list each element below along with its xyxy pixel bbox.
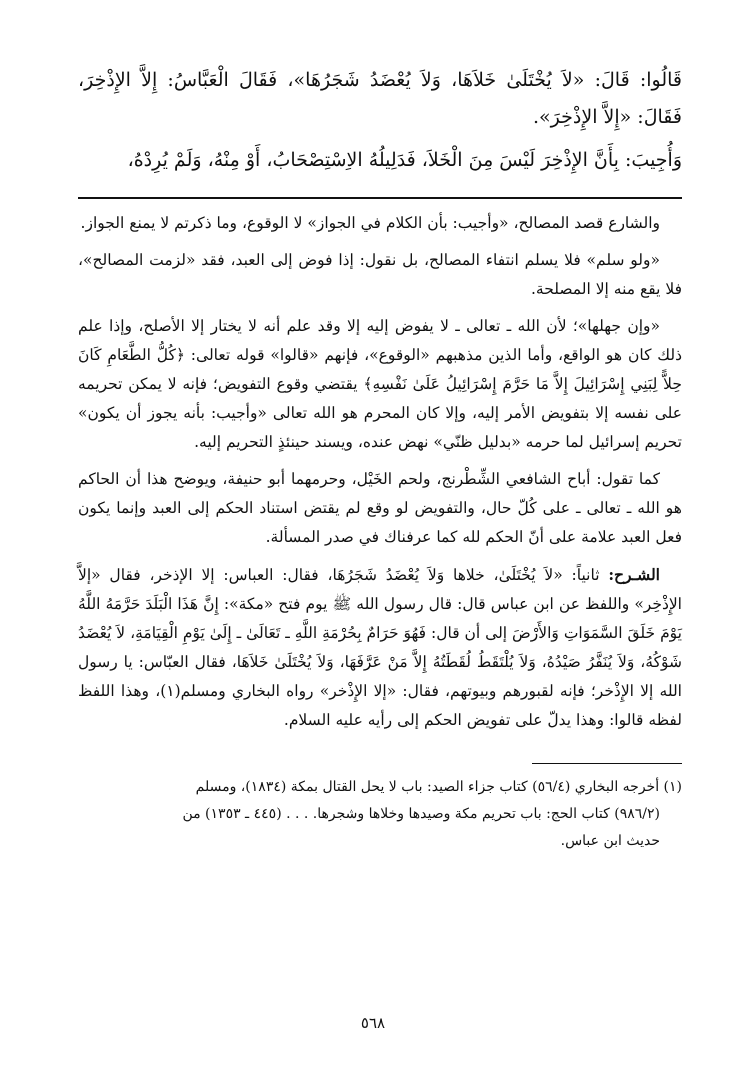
sharh-heading: الشـرح: — [608, 565, 660, 584]
footnote-line: حديث ابن عباس. — [560, 833, 660, 849]
matn-line: قَالُوا: قَالَ: «لاَ يُخْتَلَىٰ خَلاَهَا، وَلاَ يُعْضَدُ شَجَرُهَا»، فَقَالَ الْعَبَّاسُ: إِلاَّ الإِذْخِرَ، فَقَالَ: «إِلاَّ الإِذْخِرَ». — [78, 69, 682, 128]
commentary-paragraph: كما تقول: أباح الشافعي الشِّطْرنج، ولحم الخَيْل، وحرمهما أبو حنيفة، ويوضح هذا أن الحاكم هو الله ـ تعالى ـ على كُلّ حال، والتفويض لو وقع لم يقتض استناد الحكم إلى العبد وإنما يكون فعل العبد علامة على أنّ الحكم لله كما عرفناك في صدر المسألة. — [78, 470, 682, 546]
page-content — [78, 62, 682, 855]
commentary-paragraph: «وإن جهلها»؛ لأن الله ـ تعالى ـ لا يفوض إليه إلا وقد علم أنه لا يختار إلا الأصلح، وإذا علم ذلك كان هو الواقع، وأما الذين مذهبهم «الوقوع»، فإنهم «قالوا» قوله تعالى: ﴿كُلُّ الطَّعَامِ كَانَ حِلاًّ لِبَنِي إِسْرَائِيلَ إِلاَّ مَا حَرَّمَ إِسْرَائِيلُ عَلَىٰ نَفْسِهِ﴾ يقتضي وقوع التفويض؛ فإنه لا يمكن تحريمه على نفسه إلا بتفويض الأمر إليه، وإلا كان المحرم هو الله تعالى «وأجيب: بأنه يجوز أن يكون» تحريم إسرائيل لما حرمه «بدليل ظنّي» نهض عنده، ويسند حينئذٍ التحريم إليه. — [78, 317, 682, 451]
matn-line: وَأُجِيبَ: بِأَنَّ الإِذْخِرَ لَيْسَ مِنَ الْخَلاَ، فَدَلِيلُهُ الاِسْتِصْحَابُ، أَوْ مِنْهُ، وَلَمْ يُرِدْهُ، — [127, 149, 682, 171]
matn-divider — [78, 197, 682, 199]
sharh-paragraph — [78, 560, 682, 735]
footnote-line: (٩٨٦/٢) كتاب الحج: باب تحريم مكة وصيدها وخلاها وشجرها. . . . (٤٤٥ ـ ١٣٥٣) من — [182, 806, 660, 822]
page-number: ٥٦٨ — [360, 1014, 386, 1032]
commentary-text — [78, 209, 682, 735]
commentary-paragraph: «ولو سلم» فلا يسلم انتفاء المصالح، بل نقول: إذا فوض إلى العبد، فقد «لزمت المصالح»، فلا يقع منه إلا المصلحة. — [78, 251, 682, 298]
sharh-text: ثانياً: «لاَ يُخْتَلَىٰ، خلاها وَلاَ يُعْضَدُ شَجَرُهَا، فقال: العباس: إلا الإذخر، فقال «إلاَّ الإِذْخِر» واللفظ عن ابن عباس قال: قال رسول الله ﷺ يوم فتح «مكة»: إِنَّ هَذَا الْبَلَدَ حَرَّمَهُ اللَّهُ يَوْمَ خَلَقَ السَّمَوَاتِ وَالأَرْضَ إلى أن قال: فَهُوَ حَرَامٌ بِحُرْمَةِ اللَّهِ ـ تَعَالَىٰ ـ إِلَىٰ يَوْمِ الْقِيَامَةِ، لاَ يُعْضَدُ شَوْكُهُ، وَلاَ يُنَفَّرُ صَيْدُهُ، وَلاَ يُلْتَقَطُ لُقَطَتُهُ إِلاَّ مَنْ عَرَّفَهَا، وَلاَ يُخْتَلَىٰ خَلاَهَا، فقال العبّاس: يا رسول الله إلا الإِذْخر؛ فإنه لقبورهم وبيوتهم، فقال: «إلا الإِذْخر» رواه البخاري ومسلم(١)، وهذا اللفظ لفظه قالوا: وهذا يدلّ على تفويض الحكم إلى رأيه عليه السلام. — [78, 566, 682, 729]
commentary-paragraph: والشارع قصد المصالح، «وأجيب: بأن الكلام في الجواز» لا الوقوع، وما ذكرتم لا يمنع الجواز. — [80, 214, 660, 232]
matn-text — [78, 62, 682, 179]
footnote — [78, 774, 682, 855]
footnote-divider — [532, 763, 682, 764]
footnote-line: (١) أخرجه البخاري (٥٦/٤) كتاب جزاء الصيد: باب لا يحل القتال بمكة (١٨٣٤)، ومسلم — [195, 779, 682, 795]
